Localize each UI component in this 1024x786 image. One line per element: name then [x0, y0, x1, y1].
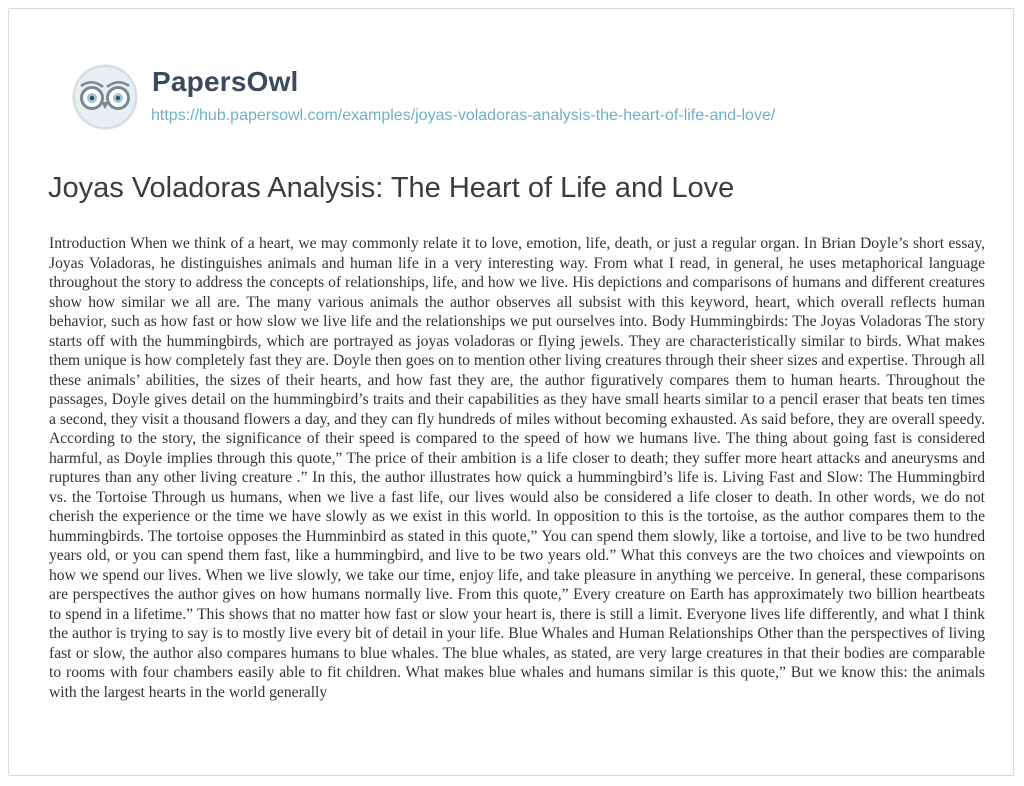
essay-title: Joyas Voladoras Analysis: The Heart of Life and Love	[48, 172, 735, 204]
owl-logo-icon	[70, 62, 140, 132]
page-url-link[interactable]: https://hub.papersowl.com/examples/joyas-voladoras-analysis-the-heart-of-life-and-love/	[151, 107, 776, 124]
brand-name: PapersOwl	[152, 66, 299, 97]
essay-body: Introduction When we think of a heart, we may commonly relate it to love, emotion, life, death, or just a regular organ. In Brian Doyle’s short essay, Joyas Voladoras, he distinguishes animals and human life in a very interesting way. From what I read, in general, he uses metaphorical language throughout the story to address the concepts of relationships, life, and how we live. His depictions and comparisons of humans and different creatures show how similar we all are. The many various animals the author observes all subsist with this keyword, heart, which overall reflects human behavior, such as how fast or how slow we live life and the relationships we put ourselves into. Body Hummingbirds: The Joyas Voladoras The story starts off with the hummingbirds, which are portrayed as joyas voladoras or flying jewels. They are characteristically similar to birds. What makes them unique is how completely fast they are. Doyle then goes on to mention other living creatures through their sheer sizes and expertise. Through all these animals’ abilities, the sizes of their hearts, and how fast they are, the author figuratively compares them to human hearts. Throughout the passages, Doyle gives detail on the hummingbird’s traits and their capabilities as they have small hearts similar to a pencil eraser that beats ten times a second, they visit a thousand flowers a day, and they can fly hundreds of miles without becoming exhausted. As said before, they are overall speedy. According to the story, the significance of their speed is compared to the speed of how we humans live. The thing about going fast is considered harmful, as Doyle implies through this quote,” The price of their ambition is a life closer to death; they suffer more heart attacks and aneurysms and ruptures than any other living creature .” In this, the author illustrates how quick a hummingbird’s life is. Living Fast and Slow: The Hummingbird vs. the Tortoise Through us humans, when we live a fast life, our lives would also be considered a life closer to death. In other words, we do not cherish the experience or the time we have slowly as we exist in this world. In opposition to this is the tortoise, as the author compares them to the hummingbirds. The tortoise opposes the Humminbird as stated in this quote,” You can spend them slowly, like a tortoise, and live to be two hundred years old, or you can spend them fast, like a hummingbird, and live to be two years old.” What this conveys are the two choices and viewpoints on how we spend our lives. When we live slowly, we take our time, enjoy life, and take pleasure in anything we perceive. In general, these comparisons are perspectives the author gives on how humans normally live. From this quote,” Every creature on Earth has approximately two billion heartbeats to spend in a lifetime.” This shows that no matter how fast or slow your heart is, there is still a limit. Everyone lives life differently, and what I think the author is trying to say is to mostly live every bit of detail in your life. Blue Whales and Human Relationships Other than the perspectives of living fast or slow, the author also compares humans to blue whales. The blue whales, as stated, are very large creatures in that their bodies are comparable to rooms with four chambers easily able to fit children. What makes blue whales and humans similar is this quote,” But we know this: the animals with the largest hearts in the world generally	[49, 235, 985, 701]
